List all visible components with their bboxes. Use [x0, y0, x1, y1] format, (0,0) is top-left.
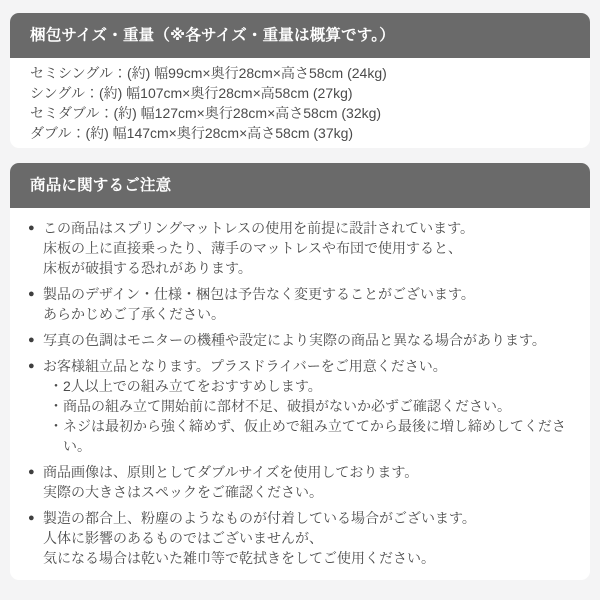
note-line: 気になる場合は乾いた雑巾等で乾拭きをしてご使用ください。: [43, 550, 435, 566]
note-text: [43, 462, 572, 502]
note-text: [43, 218, 572, 278]
packaging-size-header: [10, 13, 590, 58]
sub-bullet-icon: ・: [49, 398, 63, 414]
packaging-size-title: 梱包サイズ・重量（※各サイズ・重量は概算です。）: [30, 27, 395, 44]
note-line: 床板が破損する恐れがあります。: [43, 260, 252, 276]
product-notes-body: [10, 208, 590, 580]
note-mattress-warning: [28, 218, 572, 278]
note-line: お客様組立品となります。プラスドライバーをご用意ください。: [43, 358, 447, 374]
note-line: 写真の色調はモニターの機種や設定により実際の商品と異なる場合があります。: [43, 332, 546, 348]
note-line: 商品画像は、原則としてダブルサイズを使用しております。: [43, 464, 419, 480]
packaging-size-body: [10, 58, 590, 148]
size-spec-semi-double: セミダブル：(約) 幅127cm×奥行28cm×高さ58cm (32kg): [30, 105, 382, 121]
note-sub-line: ネジは最初から強く締めず、仮止めで組み立ててから最後に増し締めしてください。: [63, 418, 566, 454]
product-notes-title: 商品に関するご注意: [30, 177, 172, 194]
bullet-icon: ●: [28, 288, 35, 300]
note-sub-item: [43, 376, 572, 396]
bullet-icon: ●: [28, 222, 35, 234]
note-text: [43, 330, 572, 350]
bullet-icon: ●: [28, 334, 35, 346]
note-sub-item: [43, 396, 572, 416]
product-notes-header: [10, 163, 590, 208]
note-dust: [28, 508, 572, 568]
size-spec-double: ダブル：(約) 幅147cm×奥行28cm×高さ58cm (37kg): [30, 125, 354, 141]
sub-bullet-icon: ・: [49, 418, 63, 434]
note-line: 製品のデザイン・仕様・梱包は予告なく変更することがございます。: [43, 286, 475, 302]
bullet-icon: ●: [28, 360, 35, 372]
bullet-icon: ●: [28, 512, 35, 524]
note-assembly: [28, 356, 572, 456]
size-spec-semi-single: セミシングル：(約) 幅99cm×奥行28cm×高さ58cm (24kg): [30, 65, 387, 81]
product-notes-section: [10, 163, 590, 580]
note-text: [43, 356, 572, 456]
bullet-icon: ●: [28, 466, 35, 478]
note-text: [43, 508, 572, 568]
packaging-size-section: [10, 13, 590, 148]
note-line: 実際の大きさはスペックをご確認ください。: [43, 484, 323, 500]
note-sub-item: [43, 416, 572, 456]
note-line: あらかじめご了承ください。: [43, 306, 225, 322]
sub-bullet-icon: ・: [49, 378, 63, 394]
size-spec-single: シングル：(約) 幅107cm×奥行28cm×高58cm (27kg): [30, 85, 353, 101]
note-sub-line: 商品の組み立て開始前に部材不足、破損がないか必ずご確認ください。: [63, 398, 511, 414]
note-text: [43, 284, 572, 324]
note-line: この商品はスプリングマットレスの使用を前提に設計されています。: [43, 220, 475, 236]
note-sub-line: 2人以上での組み立てをおすすめします。: [63, 378, 322, 394]
note-line: 床板の上に直接乗ったり、薄手のマットレスや布団で使用すると、: [43, 240, 463, 256]
note-image-size: [28, 462, 572, 502]
note-line: 人体に影響のあるものではございませんが、: [43, 530, 323, 546]
note-design-change: [28, 284, 572, 324]
note-monitor-color: [28, 330, 572, 350]
note-line: 製造の都合上、粉塵のようなものが付着している場合がございます。: [43, 510, 476, 526]
